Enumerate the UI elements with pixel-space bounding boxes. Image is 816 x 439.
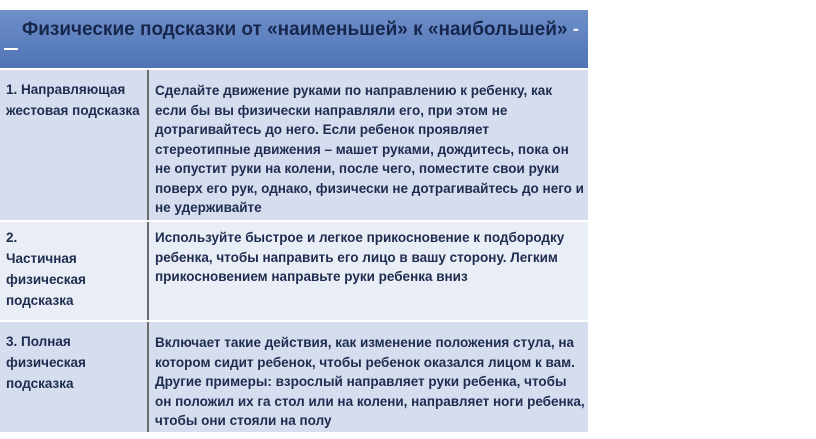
table-title	[22, 19, 579, 41]
table-row	[0, 220, 588, 320]
title-text: Физические подсказки от «наименьшей» к «наибольшей»	[22, 19, 568, 40]
prompt-name: 2. Частичная физическая подсказка	[6, 230, 86, 308]
prompt-name: 1. Направляющая жестовая подсказка	[6, 82, 140, 118]
prompts-table	[0, 10, 588, 432]
prompt-name-cell	[0, 322, 149, 432]
prompt-description-cell	[149, 322, 588, 432]
table-row	[0, 320, 588, 432]
prompt-description: Используйте быстрое и легкое прикосновение к подбородку ребенка, чтобы направить его лицо в вашу сторону. Легким прикосновением направьте руки ребенка вниз	[155, 230, 565, 284]
title-dash: -	[572, 19, 580, 40]
prompt-name-cell	[0, 70, 149, 220]
prompt-description: Включает такие действия, как изменение положения стула, на котором сидит ребенок, чтобы ребенок оказался лицом к вам. Другие примеры: взрослый направляет руки ребенка, чтобы он положил их га стол или на колени, направляет ноги ребенка, чтобы они стояли на полу	[155, 335, 585, 428]
prompt-description: Сделайте движение руками по направлению к ребенку, как если бы вы физически направляли его, при этом не дотрагивайтесь до него. Если ребенок проявляет стереотипные движения – машет руками, дождитесь, пока он не опустит руки на колени, после чего, поместите свои руки поверх его рук, однако, физически не дотрагивайтесь до него и не удерживайте	[155, 83, 584, 215]
prompt-name: 3. Полная физическая подсказка	[6, 334, 86, 391]
table-header	[0, 10, 588, 68]
table-row	[0, 68, 588, 220]
prompt-name-cell	[0, 222, 149, 320]
prompt-description-cell	[149, 70, 588, 220]
header-underline	[4, 48, 18, 50]
prompt-description-cell	[149, 222, 588, 320]
